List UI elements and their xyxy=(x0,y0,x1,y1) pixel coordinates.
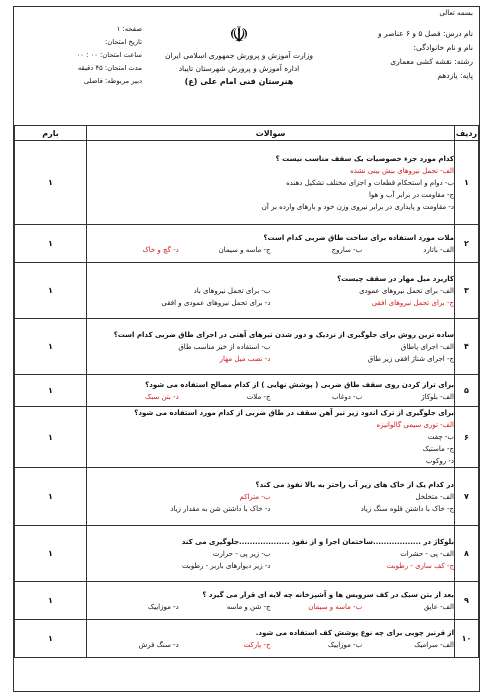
answer-option: ب- زیر پی - حرارت xyxy=(212,549,271,558)
answer-option: ج- مقاومت در برابر آب و هوا xyxy=(368,190,454,199)
question-score: ۱ xyxy=(15,225,87,263)
answer-option: د- روکوب xyxy=(425,457,454,465)
question-text: ساده ترین روش برای جلوگیری از نزدیک و دور شدن تیرهای آهنی در اجرای طاق ضربی کدام است؟ xyxy=(113,330,454,339)
answer-option: د- بتن سبک xyxy=(145,392,179,401)
question-text: از قرنیز چوبی برای چه نوع پوشش کف استفاده می شود. xyxy=(255,628,454,637)
answer-option: الف- پی - حشرات xyxy=(400,549,454,558)
question-score: ۱ xyxy=(15,526,87,582)
answer-option: ج- پارکت xyxy=(243,640,271,649)
question-number: ۱۰ xyxy=(455,620,479,658)
question-cell xyxy=(87,582,455,620)
answer-option: الف- باتارد xyxy=(423,245,454,254)
table-row xyxy=(15,582,479,620)
question-number: ۳ xyxy=(455,263,479,319)
table-row xyxy=(15,263,479,319)
answer-option: ج- اجرای شناژ افقی زیر طاق xyxy=(367,354,454,363)
question-score: ۱ xyxy=(15,319,87,375)
answer-option: د- برای تحمل نیروهای عمودی و افقی xyxy=(161,298,271,307)
answer-option: د- گچ و خاک xyxy=(142,245,179,254)
answer-options xyxy=(87,419,454,467)
question-score: ۱ xyxy=(15,468,87,526)
answer-option: الف- عایق xyxy=(423,602,454,611)
answer-option: د- خاک با داشتن شن به مقدار زیاد xyxy=(170,504,271,513)
question-score: ۱ xyxy=(15,375,87,407)
table-header-row xyxy=(15,126,479,141)
table-row xyxy=(15,375,479,407)
school-name: هنرستان فنی امام علی (ع) xyxy=(184,77,294,86)
answer-options xyxy=(87,491,454,515)
question-score: ۱ xyxy=(15,407,87,468)
exam-date: تاریخ امتحان: xyxy=(104,38,142,46)
answer-option: ب- دوام و استحکام قطعات و اجزای مختلف تشکیل دهنده xyxy=(286,178,454,187)
answer-option: الف- برای تحمل نیروهای عمودی xyxy=(359,286,454,295)
column-header-score: بارم xyxy=(15,126,87,141)
question-number: ۴ xyxy=(455,319,479,375)
header-center xyxy=(154,23,324,88)
answer-option: ب- استفاده از خیز مناسب طاق xyxy=(178,342,271,351)
answer-options xyxy=(87,601,454,613)
answer-option: د- نصب میل مهار xyxy=(219,354,271,363)
answer-option: الف- توری سیمی گالوانیزه xyxy=(376,421,454,429)
answer-option: ج- خاک با داشتن قلوه سنگ زیاد xyxy=(360,504,454,513)
answer-option: ب- برای تحمل نیروهای باد xyxy=(193,286,271,295)
column-header-row-number: ردیف xyxy=(455,126,479,141)
exam-page xyxy=(13,6,480,692)
question-cell xyxy=(87,526,455,582)
answer-option: ب- ماسه و سیمان xyxy=(308,602,363,611)
answer-options xyxy=(87,285,454,309)
exam-time: ساعت امتحان: ۰۰ : ۰۰ xyxy=(76,51,142,59)
question-cell xyxy=(87,263,455,319)
question-text: برای تراز کردن روی سقف طاق ضربی ( پوشش نهایی ) از کدام مصالح استفاده می شود؟ xyxy=(145,380,454,389)
table-row xyxy=(15,526,479,582)
header-left-info xyxy=(22,23,142,88)
page-number: صفحه: ۱ xyxy=(116,25,142,33)
answer-option: ب- موزاییک xyxy=(327,640,363,649)
office-name: اداره آموزش و پرورش شهرستان تایباد xyxy=(178,64,300,73)
question-number: ۵ xyxy=(455,375,479,407)
answer-option: ب- چفت xyxy=(427,433,454,441)
answer-option: ج- ملات xyxy=(246,392,271,401)
question-score: ۱ xyxy=(15,620,87,658)
answer-option: الف- سرامیک xyxy=(414,640,454,649)
answer-option: ج- شن و ماسه xyxy=(226,602,271,611)
answer-option: د- مقاومت و پایداری در برابر نیروی وزن خود و بارهای وارده بر آن xyxy=(261,202,454,211)
answer-option: الف- تحمل نیروهای بیش بینی نشده xyxy=(350,166,454,175)
answer-options xyxy=(87,165,454,213)
question-text: کدام مورد جزء خصوصیات یک سقف مناسب نیست ؟ xyxy=(275,154,454,163)
question-cell xyxy=(87,407,455,468)
question-number: ۱ xyxy=(455,141,479,225)
student-name: نام و نام خانوادگی: xyxy=(413,43,473,52)
grade-level: پایه: یازدهم xyxy=(437,71,473,80)
table-row xyxy=(15,407,479,468)
answer-option: د- زیر دیوارهای باربر - رطوبت xyxy=(182,561,271,570)
answer-option: ج- برای تحمل نیروهای افقی xyxy=(371,298,454,307)
question-text: کاربرد میل مهار در سقف چیست؟ xyxy=(337,274,454,283)
question-number: ۶ xyxy=(455,407,479,468)
answer-option: ب- ساروج xyxy=(331,245,363,254)
teacher-name: دبیر مربوطه: فاضلی xyxy=(83,77,142,85)
answer-option: ب- دوغاب xyxy=(332,392,363,401)
answer-option: د- سنگ فرش xyxy=(138,640,179,649)
question-number: ۹ xyxy=(455,582,479,620)
answer-options xyxy=(87,548,454,572)
exam-duration: مدت امتحان: ۴۵ دقیقه xyxy=(77,64,142,72)
answer-option: الف- متخلخل xyxy=(415,492,454,501)
answer-options xyxy=(87,391,454,403)
course-name: نام درس: فصل ۵ و ۶ عناصر و xyxy=(378,29,473,38)
table-row xyxy=(15,141,479,225)
question-cell xyxy=(87,225,455,263)
question-score: ۱ xyxy=(15,141,87,225)
question-number: ۸ xyxy=(455,526,479,582)
answer-option: ب- متراکم xyxy=(239,492,271,501)
table-row xyxy=(15,468,479,526)
question-score: ۱ xyxy=(15,582,87,620)
question-text: برای جلوگیری از ترک اندود زیر تیر آهن سقف در طاق ضربی از کدام مورد استفاده می شود؟ xyxy=(134,409,454,417)
question-cell xyxy=(87,141,455,225)
question-cell xyxy=(87,375,455,407)
question-text: بعد از بتن سبک در کف سرویس ها و آشپزخانه چه لایه ای قرار می گیرد ؟ xyxy=(202,590,454,599)
column-header-questions: سوالات xyxy=(87,126,455,141)
question-cell xyxy=(87,620,455,658)
table-row xyxy=(15,620,479,658)
field-of-study: رشته: نقشه کشی معماری xyxy=(390,57,473,66)
question-cell xyxy=(87,319,455,375)
question-number: ۷ xyxy=(455,468,479,526)
answer-option: د- موزاییک xyxy=(147,602,179,611)
answer-options xyxy=(87,244,454,256)
iran-emblem-icon: ☫ xyxy=(229,23,249,48)
answer-option: ج- ماسه و سیمان xyxy=(218,245,271,254)
answer-options xyxy=(87,341,454,365)
question-text: در کدام یک از خاک های زیر آب راحتر به بالا نفوذ می کند؟ xyxy=(255,480,454,489)
answer-option: ج- کف سازی - رطوبت xyxy=(386,561,454,570)
exam-header xyxy=(14,19,479,119)
table-row xyxy=(15,225,479,263)
question-number: ۲ xyxy=(455,225,479,263)
question-cell xyxy=(87,468,455,526)
answer-options xyxy=(87,639,454,651)
answer-option: الف- بلوکاژ xyxy=(421,392,454,401)
ministry-name: وزارت آموزش و پرورش جمهوری اسلامی ایران xyxy=(164,51,314,60)
question-text: ملات مورد استفاده برای ساخت طاق ضربی کدام است؟ xyxy=(263,233,454,242)
answer-option: الف- اجرای پاطاق xyxy=(400,342,454,351)
answer-option: ج- ماستیک xyxy=(422,445,454,453)
question-text: بلوکاژ در ..................ساختمان اجرا و از نفوذ ...................جلوگیری می کند xyxy=(181,537,454,546)
header-right-info xyxy=(353,27,473,83)
questions-table xyxy=(14,125,479,658)
question-score: ۱ xyxy=(15,263,87,319)
table-row xyxy=(15,319,479,375)
bismillah: بسمه تعالی xyxy=(439,9,473,17)
